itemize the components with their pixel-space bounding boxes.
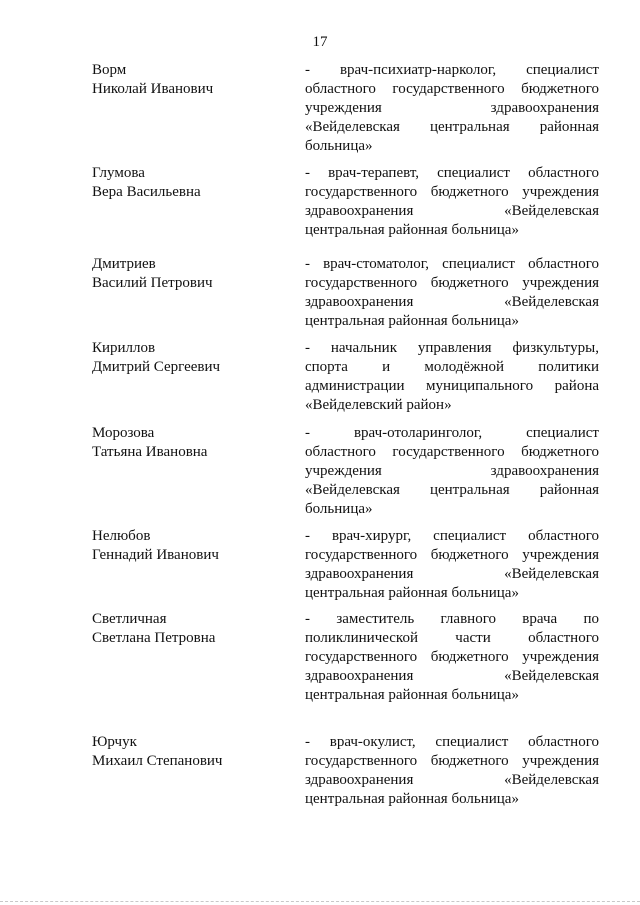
member-position [305, 339, 599, 415]
member-position [305, 424, 599, 519]
position-line: - врач-окулист, специалист областного [305, 734, 599, 750]
position-line: областного государственного бюджетного [305, 81, 599, 97]
position-line: здравоохранения «Вейделевская [305, 294, 599, 310]
member-given-names: Василий Петрович [92, 275, 213, 291]
member-given-names: Татьяна Ивановна [92, 444, 208, 460]
bottom-rule [0, 901, 640, 903]
position-line: спорта и молодёжной политики [305, 359, 599, 375]
member-surname: Кириллов [92, 340, 156, 356]
member-given-names: Геннадий Иванович [92, 547, 219, 563]
position-line: учреждения здравоохранения [305, 100, 599, 116]
position-line: - врач-отоларинголог, специалист [305, 425, 599, 441]
position-line: государственного бюджетного учреждения [305, 275, 599, 291]
position-line: «Вейделевская центральная районная [305, 119, 599, 135]
member-position [305, 61, 599, 156]
position-line: - заместитель главного врача по [305, 611, 599, 627]
member-surname: Глумова [92, 165, 145, 181]
position-line: центральная районная больница» [305, 313, 519, 329]
member-name [92, 255, 292, 293]
position-line: государственного бюджетного учреждения [305, 649, 599, 665]
member-position [305, 255, 599, 331]
position-line: государственного бюджетного учреждения [305, 547, 599, 563]
position-line: здравоохранения «Вейделевская [305, 772, 599, 788]
position-line: центральная районная больница» [305, 791, 519, 807]
position-line: - врач-хирург, специалист областного [305, 528, 599, 544]
position-line: здравоохранения «Вейделевская [305, 668, 599, 684]
member-surname: Ворм [92, 62, 127, 78]
position-line: больница» [305, 501, 373, 517]
position-line: областного государственного бюджетного [305, 444, 599, 460]
position-line: администрации муниципального района [305, 378, 599, 394]
member-position [305, 164, 599, 240]
member-given-names: Вера Васильевна [92, 184, 201, 200]
position-line: - врач-психиатр-нарколог, специалист [305, 62, 599, 78]
position-line: больница» [305, 138, 373, 154]
member-surname: Светличная [92, 611, 167, 627]
member-position [305, 527, 599, 603]
position-line: здравоохранения «Вейделевская [305, 203, 599, 219]
member-given-names: Николай Иванович [92, 81, 214, 97]
member-given-names: Михаил Степанович [92, 753, 223, 769]
member-name [92, 527, 292, 565]
position-line: поликлинической части областного [305, 630, 599, 646]
member-surname: Морозова [92, 425, 155, 441]
position-line: - врач-терапевт, специалист областного [305, 165, 599, 181]
member-name [92, 610, 292, 648]
member-given-names: Дмитрий Сергеевич [92, 359, 221, 375]
position-line: здравоохранения «Вейделевская [305, 566, 599, 582]
member-name [92, 424, 292, 462]
member-name [92, 339, 292, 377]
member-position [305, 733, 599, 809]
position-line: «Вейделевский район» [305, 397, 452, 413]
position-line: центральная районная больница» [305, 222, 519, 238]
member-given-names: Светлана Петровна [92, 630, 216, 646]
member-position [305, 610, 599, 705]
member-name [92, 733, 292, 771]
member-surname: Дмитриев [92, 256, 156, 272]
member-surname: Юрчук [92, 734, 137, 750]
position-line: учреждения здравоохранения [305, 463, 599, 479]
position-line: «Вейделевская центральная районная [305, 482, 599, 498]
position-line: государственного бюджетного учреждения [305, 753, 599, 769]
page-number: 17 [312, 34, 328, 50]
member-name [92, 164, 292, 202]
position-line: - врач-стоматолог, специалист областного [305, 256, 599, 272]
position-line: центральная районная больница» [305, 687, 519, 703]
member-surname: Нелюбов [92, 528, 151, 544]
position-line: центральная районная больница» [305, 585, 519, 601]
member-name [92, 61, 292, 99]
position-line: государственного бюджетного учреждения [305, 184, 599, 200]
position-line: - начальник управления физкультуры, [305, 340, 599, 356]
